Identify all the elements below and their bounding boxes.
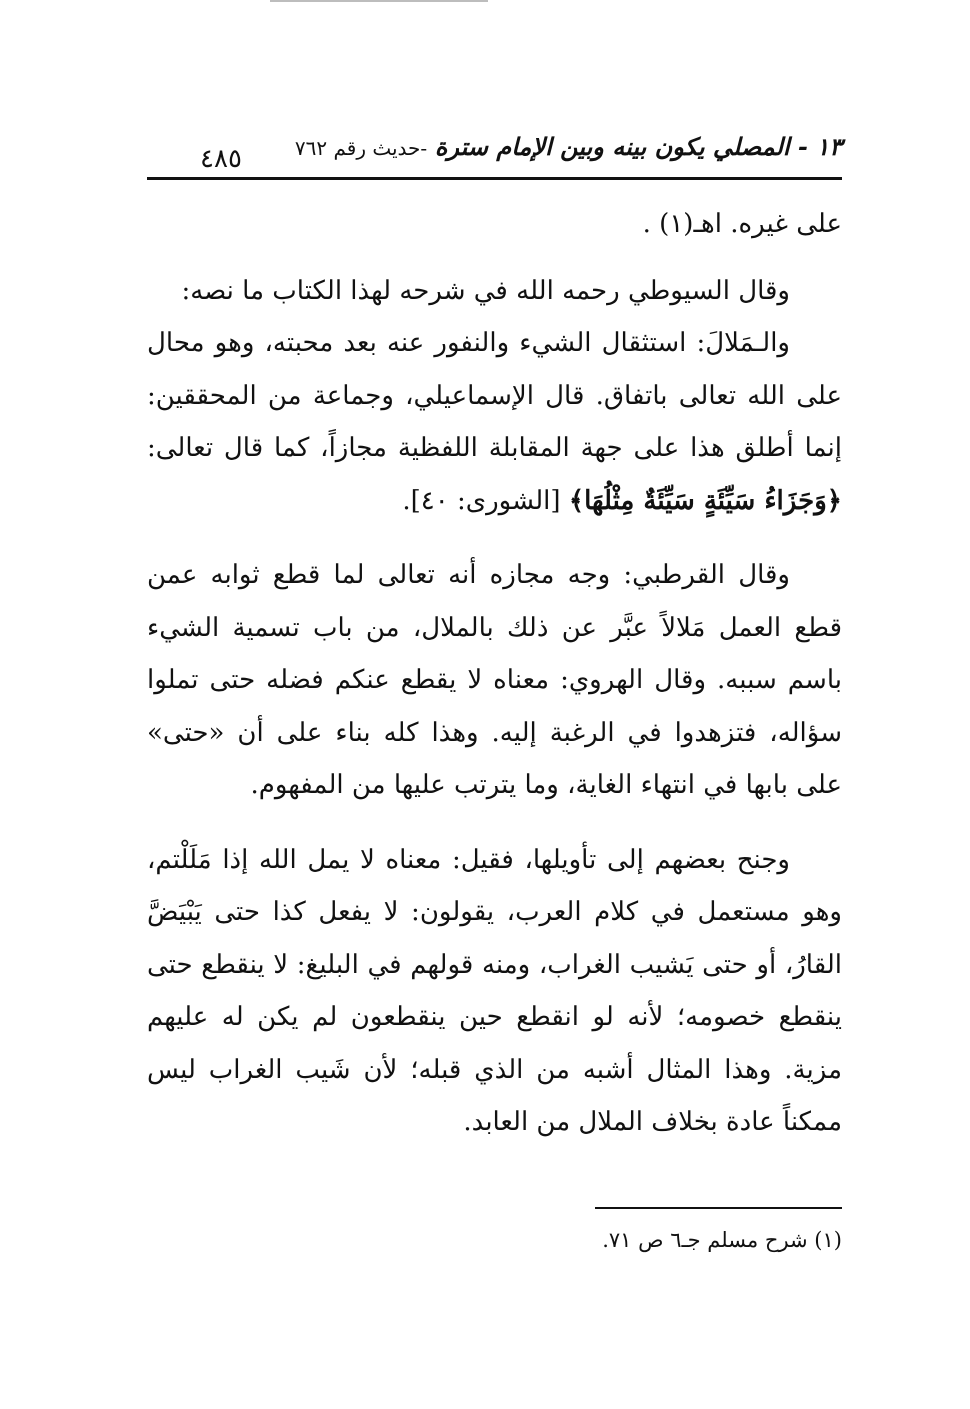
quran-verse: ﴿وَجَزَاءُ سَيِّئَةٍ سَيِّئَةٌ مِثْلُهَا﴾ [568, 485, 842, 516]
page-header [147, 128, 842, 180]
paragraph-qurtubi: وقال القرطبي: وجه مجازه أنه تعالى لما قطع ثوابه عمن قطع العمل مَلالاً عبَّر عن ذلك بالملال، من باب تسمية الشيء باسم سببه. وقال الهروي: معناه لا يقطع عنكم فضله حتى تملوا سؤاله، فتزهدوا في الرغبة إليه. وهذا كله بناء على أن «حتى» على بابها في انتهاء الغاية، وما يترتب عليها من المفهوم. [147, 560, 842, 800]
paragraph-suyuti-intro: وقال السيوطي رحمه الله في شرحه لهذا الكتاب ما نصه: [181, 275, 790, 306]
hadith-reference: -حديث رقم ٧٦٢ [294, 136, 428, 160]
running-title [285, 130, 842, 165]
verse-citation: [الشورى: ٤٠]. [402, 485, 561, 516]
paragraph-continuation: على غيره. اهـ(١) . [642, 209, 842, 239]
paragraph-malal-text: والـمَلالَ: استثقال الشيء والنفور عنه بعد محبته، وهو محال على الله تعالى باتفاق. قال الإسماعيلي، وجماعة من المحققين: إنما أطلق هذا على جهة المقابلة اللفظية مجازاً، كما قال تعالى: [147, 328, 842, 463]
paragraph-malal-definition [147, 317, 842, 527]
footnote-rule [595, 1207, 842, 1209]
paragraph-interpretation: وجنح بعضهم إلى تأويلها، فقيل: معناه لا يمل الله إذا مَلَلْتم، وهو مستعمل في كلام العرب، يقولون: لا يفعل كذا حتى يَبْيَضَّ القارُ، أو حتى يَشيب الغراب، ومنه قولهم في البليغ: لا ينقطع حتى ينقطع خصومه؛ لأنه لو انقطع حين ينقطعون لم يكن له عليهم مزية. وهذا المثال أشبه من الذي قبله؛ لأن شَيب الغراب ليس ممكناً عادة بخلاف الملال من العابد. [147, 844, 842, 1137]
header-rule [147, 177, 842, 180]
footnote: (١) شرح مسلم جـ٦ ص ٧١. [602, 1228, 842, 1252]
top-edge-rule [270, 0, 488, 2]
chapter-title: ١٣ - المصلي يكون بينه وبين الإمام سترة [434, 132, 842, 161]
main-text [147, 198, 842, 1149]
page-number: ٤٨٥ [185, 142, 257, 176]
